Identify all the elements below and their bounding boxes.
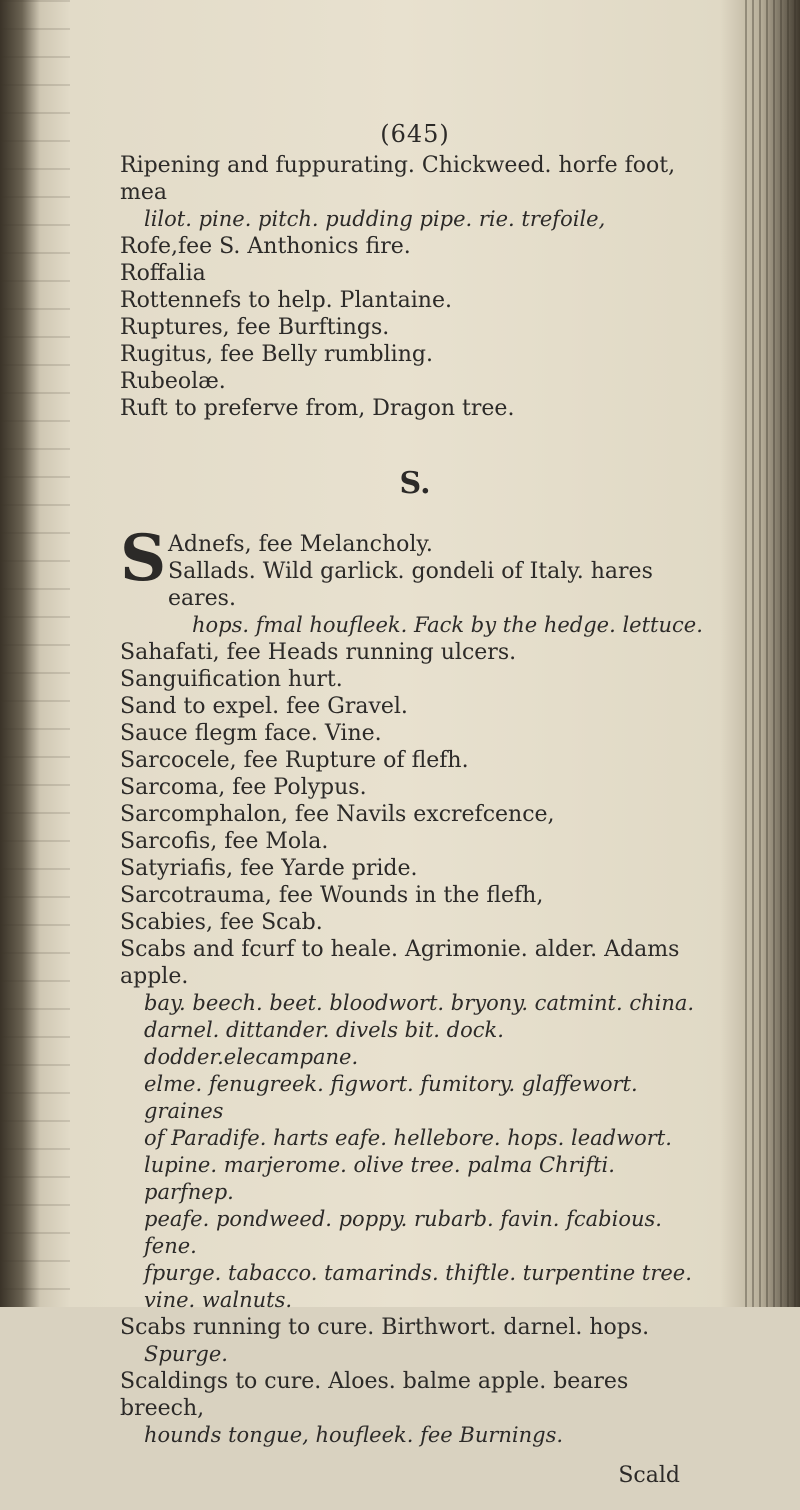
entry-line: Scaldings to cure. Aloes. balme apple. beares breech, xyxy=(120,1369,629,1421)
entry-line: Sand to expel. fee Gravel. xyxy=(120,694,408,719)
entry-line: bay. beech. beet. bloodwort. bryony. catmint. china. xyxy=(144,991,695,1015)
entry-line: Rugitus, fee Belly rumbling. xyxy=(120,342,433,367)
entry-line: Ripening and fuppurating. Chickweed. horfe foot, mea xyxy=(120,153,676,205)
entry-line: Scabs running to cure. Birthwort. darnel. hops. xyxy=(120,1315,650,1340)
entry-line: fpurge. tabacco. tamarinds. thiftle. turpentine tree. xyxy=(144,1261,692,1285)
entry-line: Ruft to preferve from, Dragon tree. xyxy=(120,396,515,421)
entry-line: hounds tongue, houfleek. fee Burnings. xyxy=(144,1423,564,1447)
entry-line: Sarcomphalon, fee Navils excrefcence, xyxy=(120,802,555,827)
entry-line: Sarcofis, fee Mola. xyxy=(120,829,329,854)
entry-line: lupine. marjerome. olive tree. palma Chrifti. parfnep. xyxy=(144,1153,615,1204)
entry-line: Rottennefs to help. Plantaine. xyxy=(120,288,452,313)
text-column xyxy=(120,120,710,1510)
entry-line: vine. walnuts. xyxy=(144,1288,293,1312)
entry-line: peafe. pondweed. poppy. rubarb. favin. fcabious. fene. xyxy=(144,1207,662,1258)
entry-line: Sarcocele, fee Rupture of flefh. xyxy=(120,748,469,773)
entry-line: lilot. pine. pitch. pudding pipe. rie. trefoile, xyxy=(144,207,606,231)
entry-line: Sarcotrauma, fee Wounds in the flefh, xyxy=(120,883,544,908)
entry-line: hops. fmal houfleek. Fack by the hedge. lettuce. xyxy=(192,613,703,637)
entry-line: Sahafati, fee Heads running ulcers. xyxy=(120,640,517,665)
entry-line: Sallads. Wild garlick. gondeli of Italy. hares eares. xyxy=(168,559,653,611)
section-heading: S. xyxy=(399,466,431,501)
entry-line: Ruptures, fee Burftings. xyxy=(120,315,390,340)
entry-line: of Paradife. harts eafe. hellebore. hops. leadwort. xyxy=(144,1126,672,1150)
entry-line: Satyriafis, fee Yarde pride. xyxy=(120,856,418,881)
drop-cap: S xyxy=(120,521,167,596)
entry-line: Sauce flegm face. Vine. xyxy=(120,721,382,746)
entry-line: Rofe,fee S. Anthonics fire. xyxy=(120,234,411,259)
drop-cap-block xyxy=(120,521,710,639)
entry-line: darnel. dittander. divels bit. dock. dodder.elecampane. xyxy=(144,1018,504,1069)
entry-line: Adnefs, fee Melancholy. xyxy=(168,532,433,557)
entry-line: Spurge. xyxy=(144,1342,228,1366)
entry-line: elme. fenugreek. figwort. fumitory. glaffewort. graines xyxy=(144,1072,638,1123)
entry-line: Scabies, fee Scab. xyxy=(120,910,323,935)
entry-line: Rubeolæ. xyxy=(120,369,226,394)
catchword: Scald xyxy=(618,1463,680,1488)
page-number: (645) xyxy=(380,120,450,148)
entry-line: Roffalia xyxy=(120,261,206,286)
left-page-edge xyxy=(0,0,70,1307)
right-page-edge xyxy=(745,0,800,1307)
entry-line: Sanguification hurt. xyxy=(120,667,343,692)
entry-line: Sarcoma, fee Polypus. xyxy=(120,775,367,800)
entry-line: Scabs and fcurf to heale. Agrimonie. alder. Adams apple. xyxy=(120,937,680,989)
